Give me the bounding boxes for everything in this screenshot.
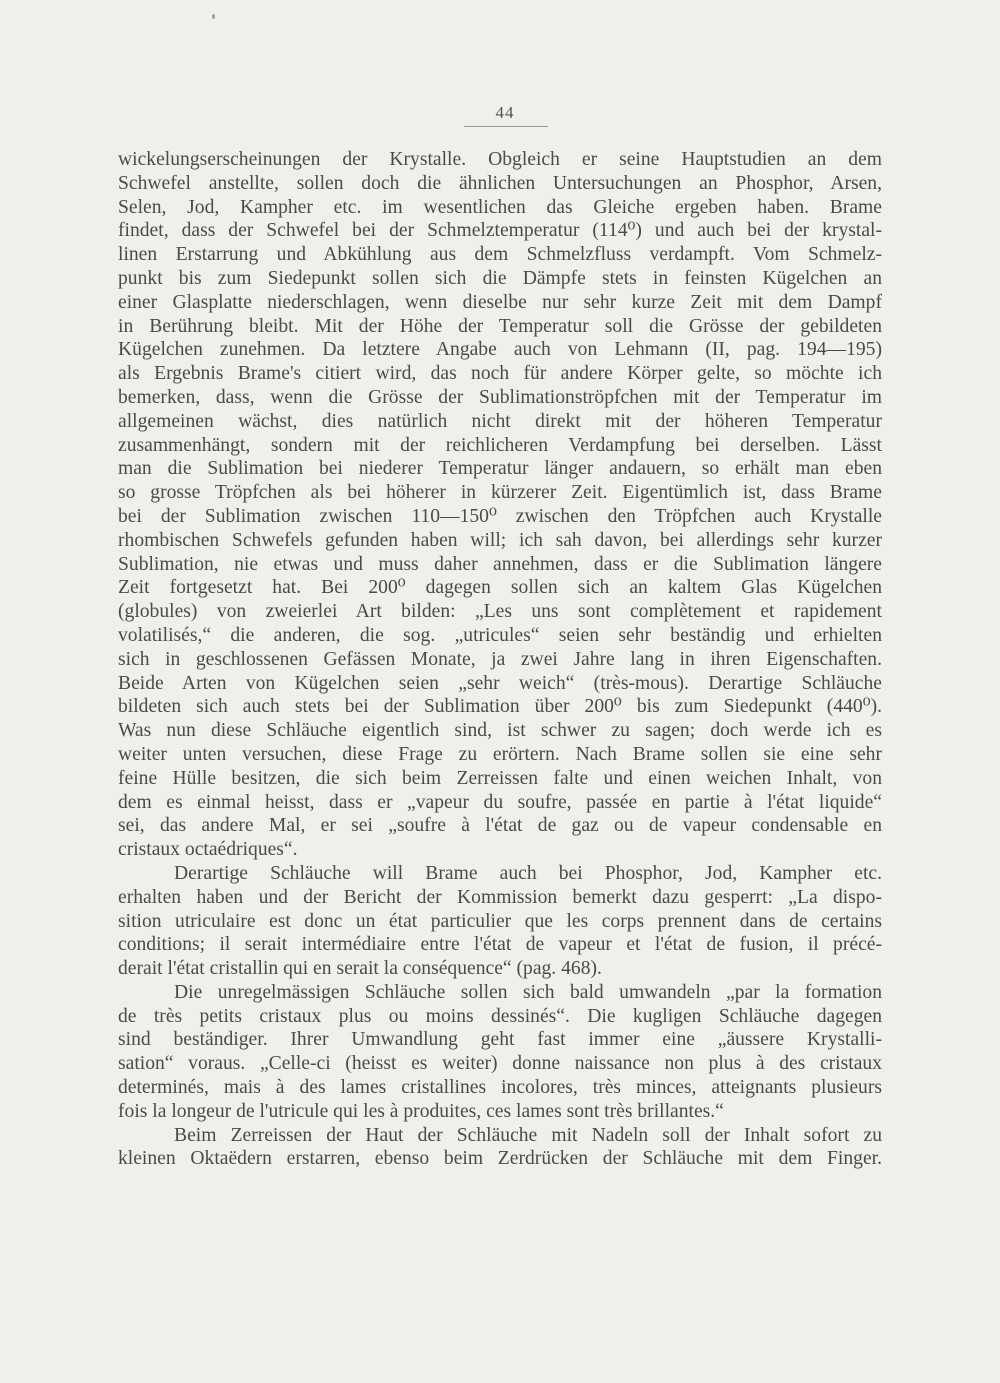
text-line: weiter unten versuchen, diese Frage zu erörtern. Nach Brame sollen sie eine sehr (118, 743, 882, 765)
text-line: allgemeinen wächst, dies natürlich nicht direkt mit der höheren Temperatur (118, 410, 882, 432)
text-line: Beim Zerreissen der Haut der Schläuche mit Nadeln soll der Inhalt sofort zu (174, 1124, 882, 1146)
text-line: als Ergebnis Brame's citiert wird, das noch für andere Körper gelte, so möchte ich (118, 363, 882, 385)
text-line: erhalten haben und der Bericht der Kommission bemerkt dazu gesperrt: „La dispo- (118, 886, 882, 908)
text-line: einer Glasplatte niederschlagen, wenn dieselbe nur sehr kurze Zeit mit dem Dampf (118, 291, 882, 313)
text-line: Die unregelmässigen Schläuche sollen sich bald umwandeln „par la formation (174, 981, 882, 1003)
text-line: feine Hülle besitzen, die sich beim Zerreissen falte und einen weichen Inhalt, von (118, 767, 882, 789)
text-line: zusammenhängt, sondern mit der reichlicheren Verdampfung bei derselben. Lässt (118, 434, 882, 456)
text-line: sei, das andere Mal, er sei „soufre à l'état de gaz ou de vapeur condensable en (118, 815, 882, 837)
text-line: so grosse Tröpfchen als bei höherer in kürzerer Zeit. Eigentümlich ist, dass Brame (118, 482, 882, 504)
text-line: dem es einmal heisst, dass er „vapeur du soufre, passée en partie à l'état liquide“ (118, 791, 882, 813)
text-line: man die Sublimation bei niederer Temperatur länger andauern, so erhält man eben (118, 458, 882, 480)
text-line: punkt bis zum Siedepunkt sollen sich die Dämpfe stets in feinsten Kügelchen an (118, 267, 882, 289)
text-line: in Berührung bleibt. Mit der Höhe der Temperatur soll die Grösse der gebildeten (118, 315, 882, 337)
text-line: Kügelchen zunehmen. Da letztere Angabe auch von Lehmann (II, pag. 194—195) (118, 339, 882, 361)
text-line: Schwefel anstellte, sollen doch die ähnlichen Untersuchungen an Phosphor, Arsen, (118, 172, 882, 194)
text-line: bemerken, dass, wenn die Grösse der Sublimationströpfchen mit der Temperatur im (118, 386, 882, 408)
text-line: (globules) von zweierlei Art bilden: „Les uns sont complètement et rapidement (118, 601, 882, 623)
text-line: determinés, mais à des lames cristallines incolores, très minces, atteignants plusieurs (118, 1077, 882, 1099)
text-line: Derartige Schläuche will Brame auch bei Phosphor, Jod, Kampher etc. (174, 862, 882, 884)
text-line: conditions; il serait intermédiaire entre l'état de vapeur et l'état de fusion, il précé- (118, 934, 882, 956)
text-line: Beide Arten von Kügelchen seien „sehr weich“ (très-mous). Derartige Schläuche (118, 672, 882, 694)
text-line: wickelungserscheinungen der Krystalle. Obgleich er seine Hauptstudien an dem (118, 149, 882, 170)
text-line: de très petits cristaux plus ou moins dessinés“. Die kugligen Schläuche dagegen (118, 1005, 882, 1027)
body-text (118, 148, 882, 1171)
text-line: Zeit fortgesetzt hat. Bei 200⁰ dagegen sollen sich an kaltem Glas Kügelchen (118, 577, 882, 599)
page-number: 44 (495, 103, 515, 122)
text-line: bei der Sublimation zwischen 110—150⁰ zwischen den Tröpfchen auch Krystalle (118, 505, 882, 527)
text-line: sich in geschlossenen Gefässen Monate, ja zwei Jahre lang in ihren Eigenschaften. (118, 648, 882, 670)
text-line: Sublimation, nie etwas und muss daher annehmen, dass er die Sublimation längere (118, 553, 882, 575)
text-line: cristaux octaédriques“. (118, 839, 298, 861)
text-line: Was nun diese Schläuche eigentlich sind, ist schwer zu sagen; doch werde ich es (118, 720, 882, 742)
text-line: sind beständiger. Ihrer Umwandlung geht fast immer eine „äussere Krystalli- (118, 1029, 882, 1051)
page-number-rule (464, 126, 548, 127)
text-line: findet, dass der Schwefel bei der Schmelztemperatur (114⁰) und auch bei der krystal- (118, 220, 882, 242)
text-line: Selen, Jod, Kampher etc. im wesentlichen das Gleiche ergeben haben. Brame (118, 196, 882, 218)
text-line: rhombischen Schwefels gefunden haben will; ich sah davon, bei allerdings sehr kurzer (118, 529, 882, 551)
text-line: sation“ voraus. „Celle-ci (heisst es weiter) donne naissance non plus à des cristaux (118, 1053, 882, 1075)
page-blot (212, 14, 215, 19)
text-line: linen Erstarrung und Abkühlung aus dem Schmelzfluss verdampft. Vom Schmelz- (118, 244, 882, 266)
text-line: fois la longeur de l'utricule qui les à produites, ces lames sont très brillantes.“ (118, 1100, 724, 1122)
text-line: bildeten sich auch stets bei der Sublimation über 200⁰ bis zum Siedepunkt (440⁰). (118, 696, 882, 718)
text-line: kleinen Oktaëdern erstarren, ebenso beim Zerdrücken der Schläuche mit dem Finger. (118, 1148, 882, 1170)
text-line: sition utriculaire est donc un état particulier que les corps prennent dans de certains (118, 910, 882, 932)
text-line: volatilisés,“ die anderen, die sog. „utricules“ seien sehr beständig und erhielten (118, 624, 882, 646)
text-line: derait l'état cristallin qui en serait la conséquence“ (pag. 468). (118, 958, 602, 980)
